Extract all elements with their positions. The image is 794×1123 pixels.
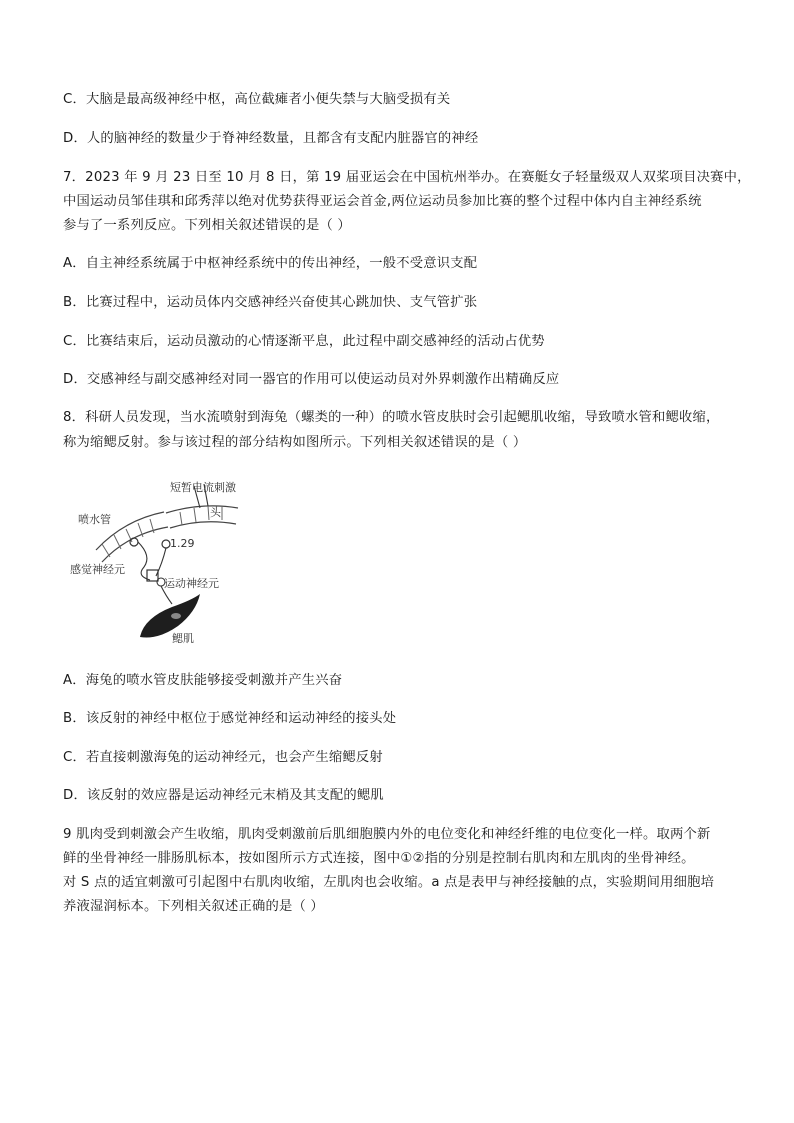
q8-option-a: A．海兔的喷水管皮肤能够接受刺激并产生兴奋 bbox=[63, 673, 343, 688]
q8-option-d: D．该反射的效应器是运动神经元末梢及其支配的鳃肌 bbox=[63, 788, 384, 803]
label-stimulus: 短暂电流刺激 bbox=[170, 481, 236, 494]
q7-option-b: B．比赛过程中，运动员体内交感神经兴奋使其心跳加快、支气管扩张 bbox=[63, 295, 478, 310]
q9-stem-line-2: 鲜的坐骨神经一腓肠肌标本，按如图所示方式连接，图中①②指的分别是控制右肌肉和左肌肉的坐骨神经。 bbox=[63, 851, 695, 866]
q8-option-c: C．若直接刺激海兔的运动神经元，也会产生缩鳃反射 bbox=[63, 750, 383, 765]
label-head: 头 bbox=[210, 506, 221, 519]
label-siphon: 喷水管 bbox=[78, 513, 111, 526]
label-motor-neuron: 运动神经元 bbox=[164, 577, 219, 590]
q9-stem-line-1: 9 肌肉受到刺激会产生收缩，肌肉受刺激前后肌细胞膜内外的电位变化和神经纤维的电位变化一样。取两个新 bbox=[63, 827, 711, 842]
q6-option-c: C．大脑是最高级神经中枢，高位截瘫者小便失禁与大脑受损有关 bbox=[63, 92, 451, 107]
q7-stem-line-3: 参与了一系列反应。下列相关叙述错误的是（ ） bbox=[63, 218, 351, 233]
q6-option-d: D．人的脑神经的数量少于脊神经数量，且都含有支配内脏器官的神经 bbox=[63, 131, 479, 146]
label-sensory-neuron: 感觉神经元 bbox=[70, 563, 125, 576]
q9-stem-line-3: 对 S 点的适宜刺激可引起图中右肌肉收缩，左肌肉也会收缩。a 点是表甲与神经接触的点，实验期间用细胞培 bbox=[63, 875, 715, 890]
q7-option-a: A．自主神经系统属于中枢神经系统中的传出神经，一般不受意识支配 bbox=[63, 256, 478, 271]
q7-stem-line-2: 中国运动员邹佳琪和邱秀萍以绝对优势获得亚运会首金,两位运动员参加比赛的整个过程中体内自主神经系统 bbox=[63, 194, 702, 209]
gill-withdrawal-reflex-figure bbox=[62, 472, 272, 650]
q7-stem-line-1: 7．2023 年 9 月 23 日至 10 月 8 日，第 19 届亚运会在中国杭州举办。在赛艇女子轻量级双人双桨项目决赛中， bbox=[63, 170, 751, 185]
q7-option-d: D．交感神经与副交感神经对同一器官的作用可以使运动员对外界刺激作出精确反应 bbox=[63, 372, 560, 387]
q9-stem-line-4: 养液湿润标本。下列相关叙述正确的是（ ） bbox=[63, 899, 324, 914]
q8-option-b: B．该反射的神经中枢位于感觉神经和运动神经的接头处 bbox=[63, 711, 397, 726]
q8-stem-line-2: 称为缩鳃反射。参与该过程的部分结构如图所示。下列相关叙述错误的是（ ） bbox=[63, 435, 527, 450]
q8-stem-line-1: 8．科研人员发现，当水流喷射到海兔（螺类的一种）的喷水管皮肤时会引起鳃肌收缩，导致喷水管和鳃收缩， bbox=[63, 410, 720, 425]
q7-option-c: C．比赛结束后，运动员激动的心情逐渐平息，此过程中副交感神经的活动占优势 bbox=[63, 334, 545, 349]
label-value: 1.29 bbox=[170, 537, 195, 550]
label-gill-muscle: 鳃肌 bbox=[172, 632, 194, 645]
